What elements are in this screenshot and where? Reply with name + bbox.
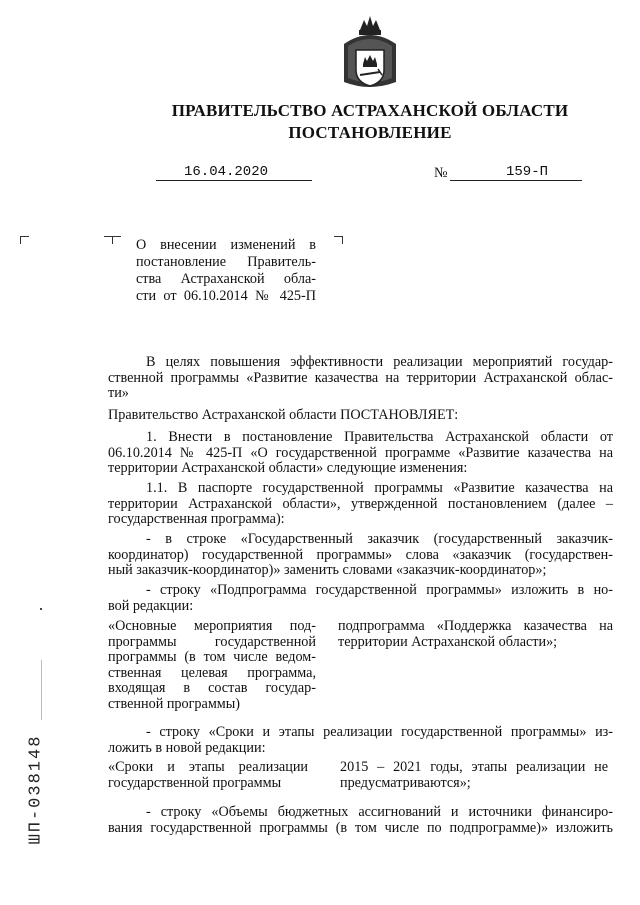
text-line: - строку «Объемы бюджетных ассигнований и источники финансиро-: [146, 804, 613, 820]
text-line: ственной программы «Развитие казачества на территории Астраханской облас-: [108, 369, 613, 386]
text-line: государственной программы: [108, 774, 282, 791]
side-serial-number: ШП-038148: [26, 734, 46, 845]
text-line: программы (в том числе ведом-: [108, 649, 316, 666]
number-underline: [450, 180, 582, 181]
text-line: - строку «Сроки и этапы реализации государственной программы» из-: [146, 724, 613, 740]
text-line: В целях повышения эффективности реализации мероприятий государ-: [146, 354, 613, 370]
text-line: вой редакции:: [108, 597, 194, 614]
date-underline: [156, 180, 312, 181]
table-row-1-right: [338, 619, 613, 650]
margin-line: [41, 660, 42, 720]
left-corner-mark: [20, 236, 29, 244]
org-title: ПРАВИТЕЛЬСТВО АСТРАХАНСКОЙ ОБЛАСТИ: [171, 101, 569, 120]
document-date: 16.04.2020: [184, 164, 269, 180]
coat-of-arms-emblem: [338, 12, 402, 92]
text-line: ложить в новой редакции:: [108, 739, 266, 756]
paragraph-item-1-1: [108, 481, 613, 528]
document-number: 159-П: [506, 164, 549, 180]
text-line: входящая в состав государ-: [108, 680, 316, 697]
text-line: территории Астраханской области»;: [338, 633, 558, 650]
text-line: ственная целевая программа,: [108, 664, 316, 681]
subject-block: [136, 237, 316, 305]
text-line: предусматриваются»;: [340, 774, 471, 791]
text-line: «Сроки и этапы реализации: [108, 759, 308, 775]
paragraph-budget-row: [108, 805, 613, 836]
text-line: государственная программа):: [108, 511, 285, 528]
table-row-1-left: [108, 619, 316, 713]
subject-line: О внесении изменений в: [136, 237, 316, 253]
table-row-2-right: [340, 760, 608, 791]
text-line: ный заказчик-координатор)» заменить словами «заказчик-координатор»;: [108, 562, 547, 579]
paragraph-preamble: [108, 355, 613, 402]
text-line: - строку «Подпрограмма государственной программы» изложить в но-: [146, 582, 613, 598]
paragraph-customer-row: [108, 532, 613, 579]
text-line: программы государственной: [108, 633, 316, 650]
text-line: 1. Внести в постановление Правительства Астраханской области от: [146, 429, 613, 445]
subject-line: сти от 06.10.2014 № 425-П: [136, 288, 316, 304]
text-line: - в строке «Государственный заказчик (государственный заказчик-: [146, 531, 613, 547]
text-line: 06.10.2014 № 425-П «О государственной программе «Развитие казачества на: [108, 444, 613, 461]
subject-corner-mark-right: [334, 236, 343, 244]
table-row-2-left: [108, 760, 308, 791]
text-line: ти»: [108, 385, 129, 402]
paragraph-resolves: Правительство Астраханской области ПОСТАНОВЛЯЕТ:: [108, 407, 459, 423]
paragraph-item-1: [108, 430, 613, 477]
paragraph-terms-row: [108, 725, 613, 756]
text-line: координатор) государственной программы» слова «заказчик (государствен-: [108, 546, 613, 563]
text-line: подпрограмма «Поддержка казачества на: [338, 618, 613, 634]
subject-line: постановление Правитель-: [136, 254, 316, 270]
text-line: вания государственной программы (в том числе по подпрограмме)» изложить: [108, 819, 613, 836]
subject-corner-mark-left-2: [112, 236, 121, 244]
subject-line: ства Астраханской обла-: [136, 271, 316, 287]
text-line: ственной программы): [108, 695, 241, 712]
paragraph-subprogram-row: [108, 583, 613, 614]
margin-dot: [40, 608, 42, 610]
text-line: территории Астраханской области», утвержденной постановлением (далее –: [108, 495, 613, 512]
text-line: 2015 – 2021 годы, этапы реализации не: [340, 759, 608, 775]
text-line: «Основные мероприятия под-: [108, 618, 316, 634]
text-line: территории Астраханской области» следующие изменения:: [108, 460, 468, 477]
document-type: ПОСТАНОВЛЕНИЕ: [288, 123, 452, 142]
text-line: 1.1. В паспорте государственной программы «Развитие казачества на: [146, 480, 613, 496]
number-sign: №: [434, 165, 448, 181]
